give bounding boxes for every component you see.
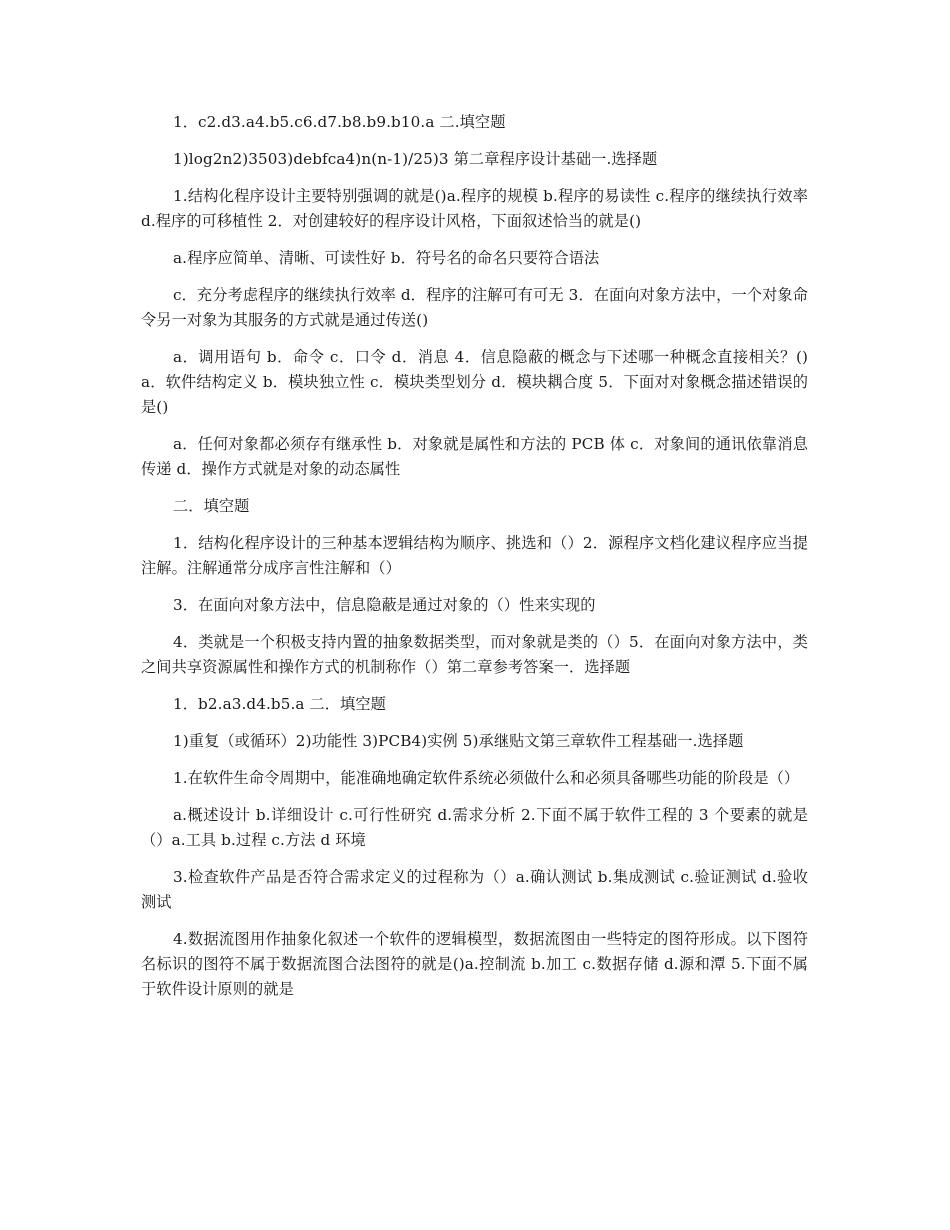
question-paragraph: 4.数据流图用作抽象化叙述一个软件的逻辑模型，数据流图由一些特定的图符形成。以下图符名标识的图符不属于数据流图合法图符的就是()a.控制流 b.加工 c.数据存储 d.源和潭 5.下面不属于软件设计原则的就是 bbox=[141, 930, 808, 998]
question-paragraph: 3.检查软件产品是否符合需求定义的过程称为（）a.确认测试 b.集成测试 c.验证测试 d.验收测试 bbox=[141, 868, 808, 911]
document-body bbox=[141, 110, 808, 1014]
fill-blank-answers-paragraph: 1)重复（或循环）2)功能性 3)PCB4)实例 5)承继贴文第三章软件工程基础一.选择题 bbox=[173, 732, 744, 750]
question-paragraph: a．任何对象都必须存有继承性 b．对象就是属性和方法的 PCB 体 c．对象间的通讯依靠消息传递 d．操作方式就是对象的动态属性 bbox=[141, 435, 808, 478]
question-paragraph: a．调用语句 b．命令 c．口令 d．消息 4．信息隐蔽的概念与下述哪一种概念直接相关？()a．软件结构定义 b．模块独立性 c．模块类型划分 d．模块耦合度 5．下面对对象概念描述错误的是() bbox=[141, 348, 808, 416]
question-paragraph: 3．在面向对象方法中，信息隐蔽是通过对象的（）性来实现的 bbox=[173, 596, 596, 614]
question-paragraph: 1.结构化程序设计主要特别强调的就是()a.程序的规模 b.程序的易读性 c.程序的继续执行效率 d.程序的可移植性 2．对创建较好的程序设计风格，下面叙述恰当的就是() bbox=[141, 187, 808, 230]
fill-blank-answers-paragraph: 1)log2n2)3503)debfca4)n(n-1)/25)3 第二章程序设计基础一.选择题 bbox=[173, 150, 658, 168]
section-heading: 二．填空题 bbox=[173, 497, 250, 515]
answer-key-paragraph: 1．b2.a3.d4.b5.a 二．填空题 bbox=[173, 695, 386, 713]
question-paragraph: 1．结构化程序设计的三种基本逻辑结构为顺序、挑选和（）2．源程序文档化建议程序应当提注解。注解通常分成序言性注解和（） bbox=[141, 534, 808, 577]
answer-key-paragraph: 1．c2.d3.a4.b5.c6.d7.b8.b9.b10.a 二.填空题 bbox=[173, 113, 506, 131]
question-paragraph: 1.在软件生命令周期中，能准确地确定软件系统必须做什么和必须具备哪些功能的阶段是（） bbox=[173, 769, 800, 787]
question-paragraph: c．充分考虑程序的继续执行效率 d．程序的注解可有可无 3．在面向对象方法中，一个对象命令另一对象为其服务的方式就是通过传送() bbox=[141, 286, 808, 329]
question-paragraph: a.概述设计 b.详细设计 c.可行性研究 d.需求分析 2.下面不属于软件工程的 3 个要素的就是（）a.工具 b.过程 c.方法 d 环境 bbox=[141, 806, 808, 849]
question-paragraph: a.程序应简单、清晰、可读性好 b．符号名的命名只要符合语法 bbox=[173, 249, 600, 267]
question-paragraph: 4．类就是一个积极支持内置的抽象数据类型，而对象就是类的（）5．在面向对象方法中，类之间共享资源属性和操作方式的机制称作（）第二章参考答案一．选择题 bbox=[141, 633, 808, 676]
